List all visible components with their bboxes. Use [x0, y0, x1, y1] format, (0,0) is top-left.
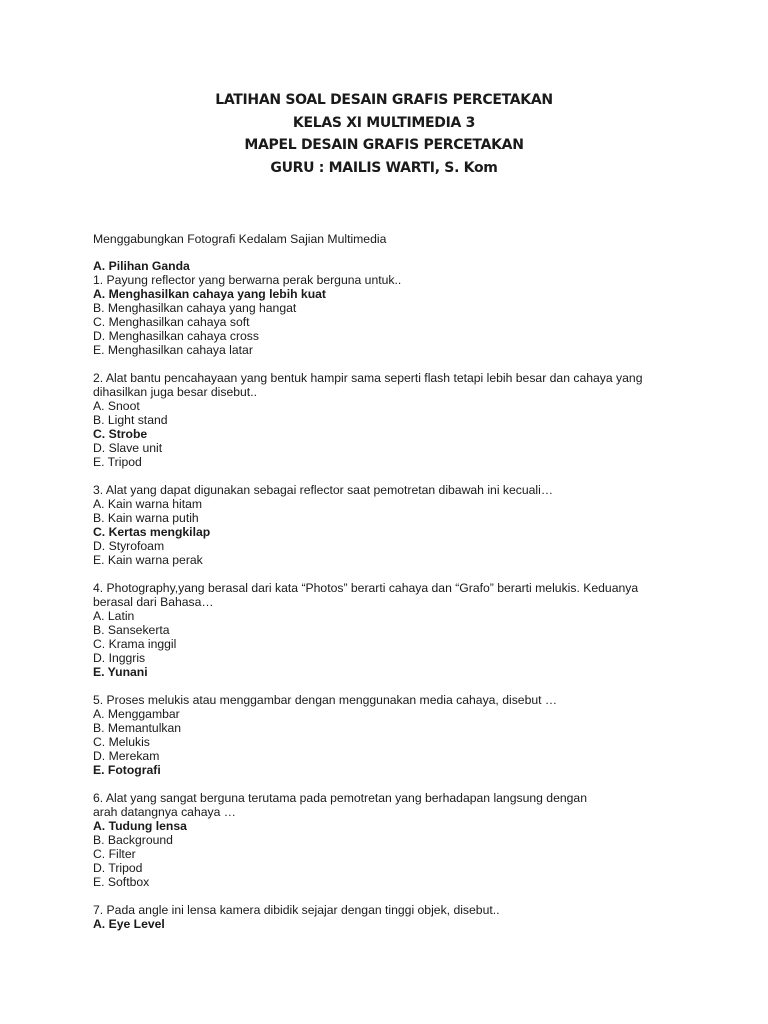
- answer-option: B. Kain warna putih: [93, 511, 199, 525]
- answer-option: B. Background: [93, 833, 173, 847]
- question-block: [93, 483, 693, 567]
- answer-option: C. Melukis: [93, 735, 150, 749]
- answer-option: D. Tripod: [93, 861, 143, 875]
- answer-option: C. Krama inggil: [93, 637, 177, 651]
- answer-option: B. Sansekerta: [93, 623, 170, 637]
- topic-line: Menggabungkan Fotografi Kedalam Sajian Multimedia: [93, 232, 387, 246]
- question-text: 2. Alat bantu pencahayaan yang bentuk hampir sama seperti flash tetapi lebih besar dan cahaya yang: [93, 371, 643, 385]
- answer-option-correct: E. Fotografi: [93, 763, 161, 777]
- answer-option-correct: C. Strobe: [93, 427, 148, 441]
- header-title: LATIHAN SOAL DESAIN GRAFIS PERCETAKAN: [215, 92, 553, 108]
- question-block: [93, 903, 693, 931]
- question-text: 6. Alat yang sangat berguna terutama pada pemotretan yang berhadapan langsung dengan: [93, 791, 587, 805]
- answer-option: D. Slave unit: [93, 441, 163, 455]
- question-text: arah datangnya cahaya …: [93, 805, 236, 819]
- answer-option-correct: A. Eye Level: [93, 917, 165, 931]
- answer-option: A. Menggambar: [93, 707, 180, 721]
- question-text: 1. Payung reflector yang berwarna perak berguna untuk..: [93, 273, 402, 287]
- header-teacher: GURU : MAILIS WARTI, S. Kom: [270, 159, 498, 176]
- answer-option: C. Filter: [93, 847, 136, 861]
- question-text: berasal dari Bahasa…: [93, 595, 214, 609]
- answer-option: B. Light stand: [93, 413, 168, 427]
- question-text: dihasilkan juga besar disebut..: [93, 385, 257, 399]
- answer-option: A. Kain warna hitam: [93, 497, 203, 511]
- section-title: A. Pilihan Ganda: [93, 259, 190, 273]
- answer-option-correct: A. Menghasilkan cahaya yang lebih kuat: [93, 287, 326, 301]
- question-text: 7. Pada angle ini lensa kamera dibidik sejajar dengan tinggi objek, disebut..: [93, 903, 500, 917]
- question-text: 5. Proses melukis atau menggambar dengan menggunakan media cahaya, disebut …: [93, 693, 558, 707]
- question-text: 3. Alat yang dapat digunakan sebagai reflector saat pemotretan dibawah ini kecuali…: [93, 483, 554, 497]
- document-header: [0, 89, 768, 179]
- question-text: 4. Photography,yang berasal dari kata “Photos” berarti cahaya dan “Grafo” berarti melukis. Keduanya: [93, 581, 639, 595]
- answer-option: B. Memantulkan: [93, 721, 182, 735]
- header-class: KELAS XI MULTIMEDIA 3: [292, 114, 476, 131]
- answer-option-correct: E. Yunani: [93, 665, 148, 679]
- answer-option: E. Kain warna perak: [93, 553, 203, 567]
- answer-option: E. Softbox: [93, 875, 150, 889]
- answer-option: E. Tripod: [93, 455, 142, 469]
- document-body: [93, 232, 693, 931]
- answer-option: C. Menghasilkan cahaya soft: [93, 315, 250, 329]
- question-block: [93, 371, 693, 469]
- answer-option: D. Merekam: [93, 749, 160, 763]
- question-block: [93, 791, 693, 889]
- question-block: [93, 273, 693, 357]
- question-list: [93, 273, 693, 931]
- answer-option: B. Menghasilkan cahaya yang hangat: [93, 301, 297, 315]
- answer-option: A. Latin: [93, 609, 135, 623]
- answer-option: A. Snoot: [93, 399, 140, 413]
- answer-option-correct: A. Tudung lensa: [93, 819, 187, 833]
- answer-option: D. Menghasilkan cahaya cross: [93, 329, 259, 343]
- answer-option: E. Menghasilkan cahaya latar: [93, 343, 253, 357]
- question-block: [93, 693, 693, 777]
- question-block: [93, 581, 693, 679]
- header-subject: MAPEL DESAIN GRAFIS PERCETAKAN: [244, 137, 524, 154]
- answer-option: D. Styrofoam: [93, 539, 165, 553]
- answer-option-correct: C. Kertas mengkilap: [93, 525, 211, 539]
- answer-option: D. Inggris: [93, 651, 146, 665]
